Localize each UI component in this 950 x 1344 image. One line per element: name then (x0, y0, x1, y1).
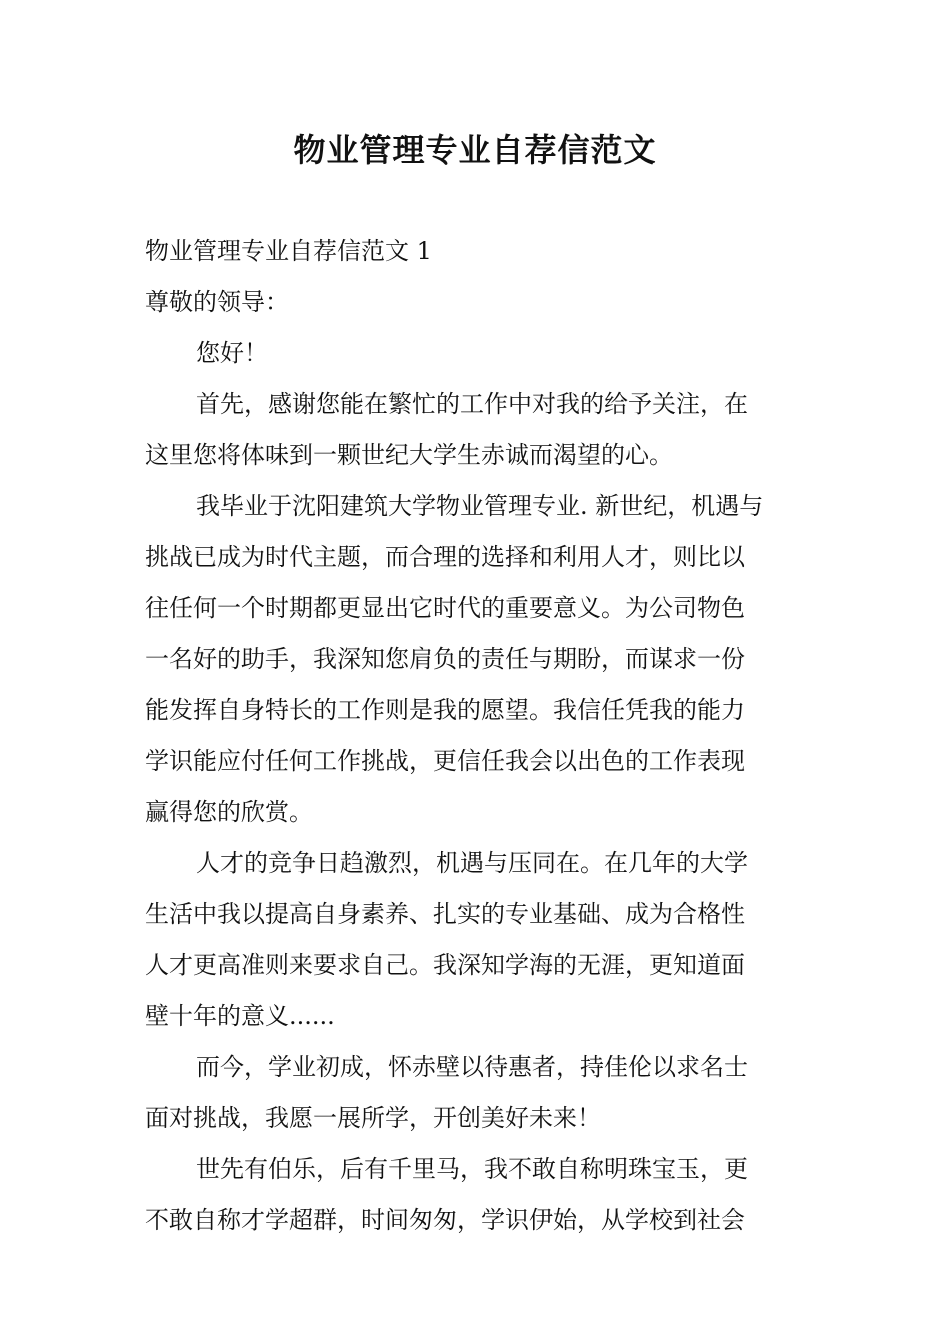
paragraph-line: 往任何一个时期都更显出它时代的重要意义。为公司物色 (145, 594, 745, 622)
paragraph-1 (145, 379, 807, 481)
salutation: 尊敬的领导： (145, 288, 289, 316)
paragraph-line: 赢得您的欣赏。 (145, 798, 313, 826)
paragraph-line: 人才的竞争日趋激烈，机遇与压同在。在几年的大学 (196, 849, 748, 877)
paragraph-3 (145, 838, 807, 1042)
paragraph-line: 壁十年的意义...... (145, 1002, 335, 1030)
paragraph-line: 世先有伯乐，后有千里马，我不敢自称明珠宝玉，更 (196, 1155, 748, 1183)
paragraph-line: 首先，感谢您能在繁忙的工作中对我的给予关注，在 (196, 390, 748, 418)
section-heading: 物业管理专业自荐信范文 1 (145, 237, 432, 265)
document-body (145, 226, 807, 1246)
paragraph-line: 我毕业于沈阳建筑大学物业管理专业. 新世纪，机遇与 (196, 492, 764, 520)
paragraph-4 (145, 1042, 807, 1144)
paragraph-2 (145, 481, 807, 838)
paragraph-line: 人才更高准则来要求自己。我深知学海的无涯，更知道面 (145, 951, 745, 979)
paragraph-5 (145, 1144, 807, 1246)
paragraph-line: 一名好的助手，我深知您肩负的责任与期盼，而谋求一份 (145, 645, 745, 673)
paragraph-line: 面对挑战，我愿一展所学，开创美好未来！ (145, 1104, 601, 1132)
greeting: 您好！ (196, 339, 268, 367)
paragraph-line: 能发挥自身特长的工作则是我的愿望。我信任凭我的能力 (145, 696, 745, 724)
paragraph-line: 生活中我以提高自身素养、扎实的专业基础、成为合格性 (145, 900, 745, 928)
paragraph-line: 不敢自称才学超群，时间匆匆，学识伊始，从学校到社会 (145, 1206, 745, 1234)
paragraph-line: 学识能应付任何工作挑战，更信任我会以出色的工作表现 (145, 747, 745, 775)
document-title: 物业管理专业自荐信范文 (293, 131, 657, 169)
paragraph-line: 这里您将体味到一颗世纪大学生赤诚而渴望的心。 (145, 441, 673, 469)
paragraph-line: 挑战已成为时代主题，而合理的选择和利用人才，则比以 (145, 543, 745, 571)
paragraph-line: 而今，学业初成，怀赤壁以待惠者，持佳伦以求名士 (196, 1053, 748, 1081)
